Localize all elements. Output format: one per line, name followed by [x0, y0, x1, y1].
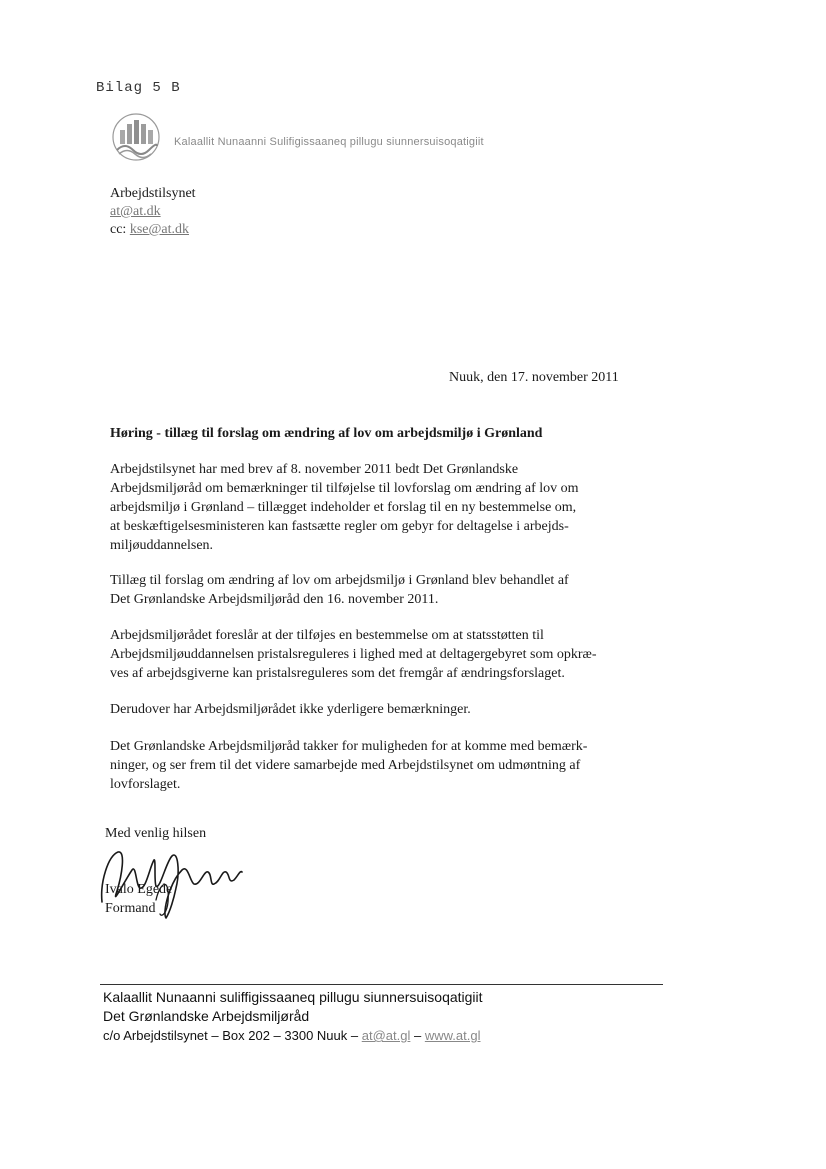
signer-name: Ivalo Egede	[105, 882, 173, 897]
handwritten-signature	[96, 842, 246, 920]
paragraph-line: at beskæftigelsesministeren kan fastsætte regler om gebyr for deltagelse i arbejds-	[110, 519, 569, 534]
recipient-name: Arbejdstilsynet	[110, 186, 196, 201]
paragraph-line: Tillæg til forslag om ændring af lov om arbejdsmiljø i Grønland blev behandlet af	[110, 573, 569, 588]
signer-title: Formand	[105, 901, 156, 916]
body-paragraph-2	[110, 571, 655, 609]
paragraph-line: Arbejdsmiljørådet foreslår at der tilføjes en bestemmelse om at statsstøtten til	[110, 628, 544, 643]
recipient-email-link[interactable]: at@at.dk	[110, 204, 161, 219]
body-paragraph-5	[110, 737, 655, 794]
paragraph-line: miljøuddannelsen.	[110, 538, 214, 553]
footer-org-danish: Det Grønlandske Arbejdsmiljøråd	[103, 1008, 310, 1024]
letter-subject: Høring - tillæg til forslag om ændring af lov om arbejdsmiljø i Grønland	[110, 426, 543, 441]
footer-org-greenlandic: Kalaallit Nunaanni suliffigissaaneq pillugu siunnersuisoqatigiit	[103, 989, 483, 1005]
body-paragraph-1	[110, 460, 655, 555]
attachment-label: Bilag 5 B	[96, 80, 181, 96]
closing-phrase: Med venlig hilsen	[105, 826, 207, 841]
footer-separator: –	[413, 1028, 422, 1043]
paragraph-line: Det Grønlandske Arbejdsmiljøråd takker for muligheden for at komme med bemærk-	[110, 739, 588, 754]
cc-label: cc:	[110, 222, 127, 237]
paragraph-line: ves af arbejdsgiverne kan pristalsreguleres som det fremgår af ændringsforslaget.	[110, 666, 565, 681]
cc-email-link[interactable]: kse@at.dk	[129, 222, 189, 237]
footer-divider	[100, 984, 663, 985]
footer-website-link[interactable]: www.at.gl	[424, 1028, 481, 1043]
footer-email-link[interactable]: at@at.gl	[361, 1028, 411, 1043]
body-paragraph-4	[110, 700, 655, 719]
paragraph-line: ninger, og ser frem til det videre samarbejde med Arbejdstilsynet om udmøntning af	[110, 758, 581, 773]
footer-address-line	[103, 1026, 483, 1045]
body-paragraph-3	[110, 626, 655, 683]
dateline: Nuuk, den 17. november 2011	[449, 370, 619, 385]
letterhead-org-name: Kalaallit Nunaanni Sulifigissaaneq pillugu siunnersuisoqatigiit	[174, 136, 484, 148]
paragraph-line: arbejdsmiljø i Grønland – tillægget indeholder et forslag til en ny bestemmelse om,	[110, 500, 577, 515]
paragraph-line: Det Grønlandske Arbejdsmiljøråd den 16. november 2011.	[110, 592, 439, 607]
paragraph-line: Arbejdsmiljøråd om bemærkninger til tilføjelse til lovforslag om ændring af lov om	[110, 481, 579, 496]
footer-address: c/o Arbejdstilsynet – Box 202 – 3300 Nuuk –	[103, 1028, 359, 1043]
council-logo-icon	[105, 112, 167, 162]
paragraph-line: Arbejdsmiljøuddannelsen pristalsreguleres i lighed med at deltagergebyret som opkræ-	[110, 647, 597, 662]
footer	[103, 988, 483, 1045]
paragraph-line: lovforslaget.	[110, 777, 181, 792]
paragraph-line: Derudover har Arbejdsmiljørådet ikke yderligere bemærkninger.	[110, 702, 471, 717]
recipient-block	[110, 185, 196, 239]
paragraph-line: Arbejdstilsynet har med brev af 8. november 2011 bedt Det Grønlandske	[110, 462, 519, 477]
